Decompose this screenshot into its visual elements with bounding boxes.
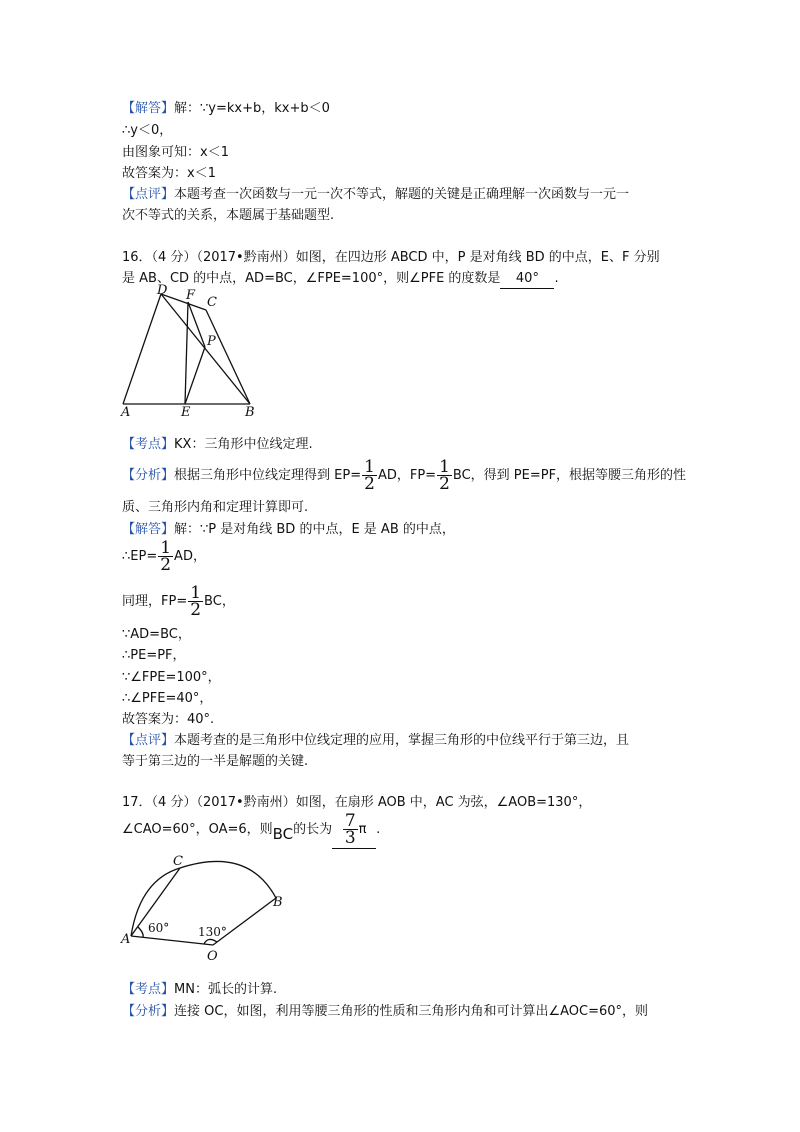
label-f: F (186, 288, 196, 303)
q16-quadrilateral-figure (118, 283, 268, 417)
fenxi-tag: 【分析】 (122, 468, 175, 483)
half-fraction (188, 585, 203, 618)
q16-fenxi-text-c: BC，得到 PE=PF，根据等腰三角形的性 (452, 468, 687, 483)
q16-dianping-text-1: 本题考查的是三角形中位线定理的应用，掌握三角形的中位线平行于第三边，且 (174, 733, 630, 748)
label-c: C (207, 295, 217, 310)
q16-stem-text: 是 AB、CD 的中点，AD=BC，∠FPE=100°，则∠PFE 的度数是 (122, 271, 501, 286)
q16-kaodian-line (122, 436, 313, 454)
answer-tag: 【解答】 (122, 522, 175, 537)
label-p: P (207, 334, 216, 349)
answer-tag: 【解答】 (122, 101, 175, 116)
q16-dianping-line-2: 等于第三边的一半是解题的关键. (122, 754, 309, 769)
answer-fraction (343, 813, 358, 846)
comment-tag: 【点评】 (122, 187, 175, 202)
half-fraction (362, 459, 377, 492)
q15-answer-line-3: 由图象可知：x＜1 (122, 145, 229, 160)
q17-fenxi-line-1 (122, 1003, 648, 1021)
q16-jieda-line-4: ∵AD=BC， (122, 627, 191, 642)
q16-jieda-line-2 (122, 539, 206, 575)
q16-jieda-text-1: 解：∵P 是对角线 BD 的中点，E 是 AB 的中点， (174, 522, 455, 537)
fraction-numerator: 1 (190, 583, 202, 603)
label-d: D (157, 283, 168, 298)
q16-dianping-line-1 (122, 732, 629, 750)
q15-comment-text-1: 本题考查一次函数与一元一次不等式，解题的关键是正确理解一次函数与一元一 (174, 187, 630, 202)
q16-jieda-line-3 (122, 584, 235, 620)
label-b: B (273, 895, 283, 910)
label-o: O (207, 949, 218, 962)
q17-kaodian-text: MN：弧长的计算. (174, 982, 278, 997)
q16-jieda-line-6: ∵∠FPE=100°， (122, 670, 221, 685)
fenxi-tag: 【分析】 (122, 1004, 175, 1019)
q16-fenxi-text-a: 根据三角形中位线定理得到 EP= (174, 468, 362, 483)
q16-jieda-text-3b: BC， (204, 594, 235, 609)
q16-jieda-text-2a: ∴EP= (122, 549, 158, 564)
fraction-numerator: 1 (439, 457, 450, 477)
q15-answer-line-4: 故答案为：x＜1 (122, 166, 216, 181)
fraction-denominator: 2 (364, 474, 375, 494)
q15-comment-line-1 (122, 186, 629, 204)
comment-tag: 【点评】 (122, 733, 175, 748)
kaodian-tag: 【考点】 (122, 982, 175, 997)
label-a: A (121, 932, 131, 947)
kaodian-tag: 【考点】 (122, 437, 175, 452)
label-c: C (173, 854, 183, 869)
q16-jieda-text-2b: AD， (174, 549, 206, 564)
q16-stem-end: . (554, 271, 559, 286)
pi-symbol: π (358, 822, 367, 837)
fraction-numerator: 1 (160, 538, 172, 558)
q15-answer-line-2: ∴y＜0， (122, 123, 173, 138)
q17-kaodian-line (122, 981, 277, 999)
half-fraction (437, 459, 452, 492)
q17-sector-figure (118, 850, 290, 962)
fraction-denominator: 2 (439, 474, 450, 494)
q16-jieda-line-1 (122, 521, 455, 539)
angle-aob-label: 130° (198, 925, 227, 939)
q16-fenxi-text-b: AD，FP= (377, 468, 437, 483)
q16-jieda-text-3a: 同理，FP= (122, 594, 188, 609)
q16-fenxi-line-2: 质、三角形内角和定理计算即可. (122, 500, 309, 515)
q15-answer-line-1 (122, 100, 330, 118)
q17-stem-text: ∠CAO=60°，OA=6，则 (122, 822, 273, 837)
fraction-denominator: 2 (160, 555, 172, 575)
q17-stem-line-2 (122, 812, 380, 852)
label-e: E (181, 405, 191, 417)
q16-stem-line-1: 16．（4 分）（2017•黔南州）如图，在四边形 ABCD 中，P 是对角线 BD 的中点，E、F 分别 (122, 250, 660, 265)
q17-answer-blank (332, 812, 376, 849)
q16-kaodian-text: KX：三角形中位线定理. (174, 437, 313, 452)
fraction-denominator: 2 (190, 600, 202, 620)
label-a: A (121, 405, 131, 417)
fraction-denominator: 3 (344, 828, 356, 848)
angle-cao-label: 60° (148, 921, 170, 935)
fraction-numerator: 7 (344, 811, 356, 831)
q15-answer-text-1: 解：∵y=kx+b，kx+b＜0 (174, 101, 330, 116)
q16-jieda-line-5: ∴PE=PF， (122, 648, 186, 663)
q17-fenxi-text-1: 连接 OC，如图，利用等腰三角形的性质和三角形内角和可计算出∠AOC=60°，则 (174, 1004, 649, 1019)
fraction-numerator: 1 (364, 457, 375, 477)
q17-stem-end: . (376, 822, 381, 837)
arc-name: BC (272, 825, 294, 843)
q15-comment-line-2: 次不等式的关系，本题属于基础题型. (122, 208, 335, 223)
label-b: B (245, 405, 255, 417)
half-fraction (158, 540, 173, 573)
q16-answer-blank: 40° (500, 270, 554, 289)
q16-jieda-line-8: 故答案为：40°. (122, 712, 215, 727)
q17-stem-line-1: 17．（4 分）（2017•黔南州）如图，在扇形 AOB 中，AC 为弦，∠AOB=130°， (122, 795, 592, 810)
q16-jieda-line-7: ∴∠PFE=40°， (122, 691, 213, 706)
q17-stem-mid: 的长为 (293, 822, 333, 837)
q16-fenxi-line-1 (122, 458, 686, 494)
